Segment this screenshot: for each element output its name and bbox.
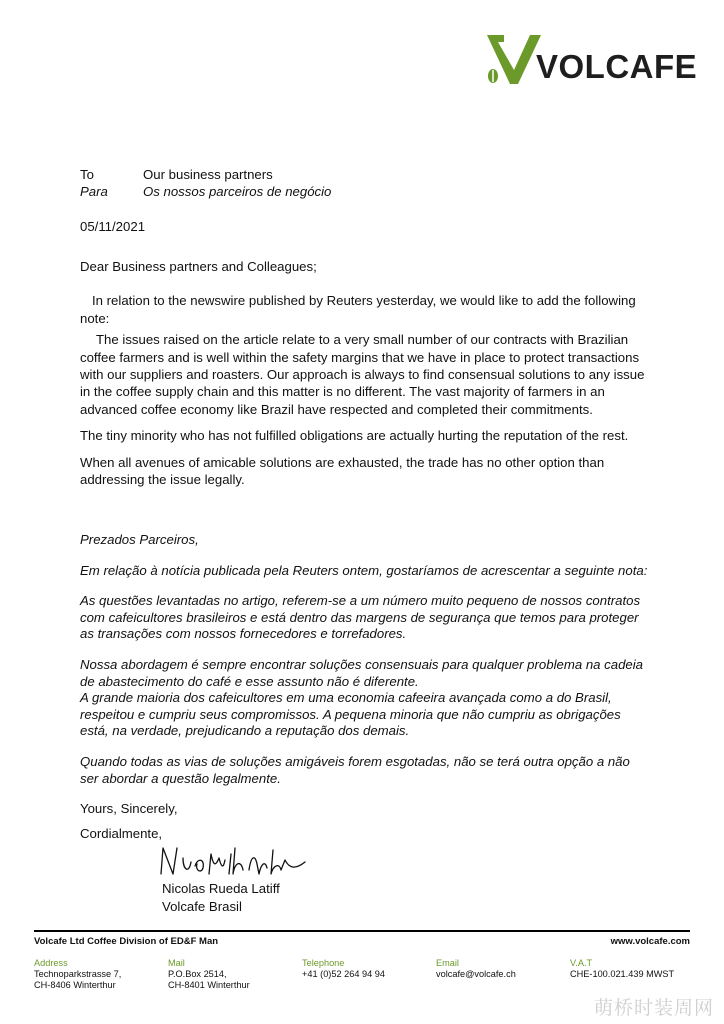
footer-mail-line: P.O.Box 2514, (168, 969, 227, 979)
english-paragraph: When all avenues of amicable solutions are exhausted, the trade has no other option than addressing the issue legally. (80, 454, 605, 488)
handwritten-signature (155, 840, 315, 882)
closing-english: Yours, Sincerely, (80, 801, 178, 816)
portuguese-paragraph: Quando todas as vias de soluções amigáveis forem esgotadas, não se terá outra opção a não ser abordar a questão legalmente. (80, 753, 630, 786)
closing-block (80, 800, 178, 842)
footer-website-link[interactable]: www.volcafe.com (610, 936, 690, 947)
english-body (80, 258, 650, 488)
footer-vat (570, 958, 674, 980)
footer-vat-value: CHE-100.021.439 MWST (570, 969, 675, 979)
footer-email-label: Email (436, 958, 459, 968)
footer-mail-line: CH-8401 Winterthur (168, 980, 250, 990)
footer-telephone-label: Telephone (302, 958, 345, 968)
footer-address-line: CH-8406 Winterthur (34, 980, 116, 990)
watermark-text: 萌桥时装周网 (593, 997, 714, 1019)
to-label: To (80, 167, 94, 182)
footer-email (436, 958, 516, 980)
to-value: Our business partners (143, 167, 273, 182)
portuguese-body (80, 532, 650, 787)
english-paragraph: The tiny minority who has not fulfilled obligations are actually hurting the reputation of the rest. (80, 428, 629, 444)
english-paragraph: In relation to the newswire published by Reuters yesterday, we would like to add the following note: (80, 293, 636, 326)
footer-email-link[interactable]: volcafe@volcafe.ch (436, 969, 516, 979)
portuguese-paragraph: As questões levantadas no artigo, referem-se a um número muito pequeno de nossos contratos com cafeicultores brasileiros e está dentro das margens de segurança que temos para proteger as transações com nossos fornecedores e torrefadores. (80, 593, 641, 642)
footer-address (34, 958, 121, 991)
recipient-block (80, 166, 331, 200)
footer-company: Volcafe Ltd Coffee Division of ED&F Man (34, 936, 219, 947)
footer-address-label: Address (34, 958, 68, 968)
para-value: Os nossos parceiros de negócio (143, 184, 332, 199)
para-label: Para (80, 184, 108, 199)
footer-mail-label: Mail (168, 958, 185, 968)
volcafe-logo (484, 32, 698, 88)
english-paragraph: The issues raised on the article relate to a very small number of our contracts with Brazilian coffee farmers and is well within the safety margins that we have in place to protect transactions with our suppliers and roasters. Our approach is always to find consensual solutions to any issue in the coffee supply chain and this matter is no different. The vast majority of farmers in an advanced coffee economy like Brazil have respected and completed their commitments. (80, 332, 645, 417)
logo-wordmark: VOLCAFE (536, 48, 698, 85)
english-salutation: Dear Business partners and Colleagues; (80, 259, 317, 274)
portuguese-paragraph: A grande maioria dos cafeicultores em uma economia cafeeira avançada como a do Brasil, respeitou e cumpriu seus compromissos. A pequena minoria que não cumpriu as obrigações está, na verdade, prejudicando a reputação dos demais. (80, 690, 621, 739)
portuguese-paragraph: Nossa abordagem é sempre encontrar soluções consensuais para qualquer problema na cadeia de abastecimento do café e esse assunto não é diferente. (80, 656, 644, 689)
signatory-block (162, 880, 280, 916)
signatory-company: Volcafe Brasil (162, 899, 242, 914)
footer-telephone-value: +41 (0)52 264 94 94 (302, 969, 386, 979)
portuguese-paragraph: Em relação à notícia publicada pela Reuters ontem, gostaríamos de acrescentar a seguinte nota: (80, 562, 648, 578)
footer-telephone (302, 958, 385, 980)
closing-portuguese: Cordialmente, (80, 826, 163, 841)
letter-date: 05/11/2021 (80, 219, 146, 234)
signatory-name: Nicolas Rueda Latiff (162, 881, 280, 896)
volcafe-v-mark-icon (484, 32, 544, 88)
footer-divider (34, 930, 690, 932)
footer-address-line: Technoparkstrasse 7, (34, 969, 122, 979)
portuguese-salutation: Prezados Parceiros, (80, 532, 199, 547)
footer-vat-label: V.A.T (570, 958, 593, 968)
footer-mail (168, 958, 250, 991)
